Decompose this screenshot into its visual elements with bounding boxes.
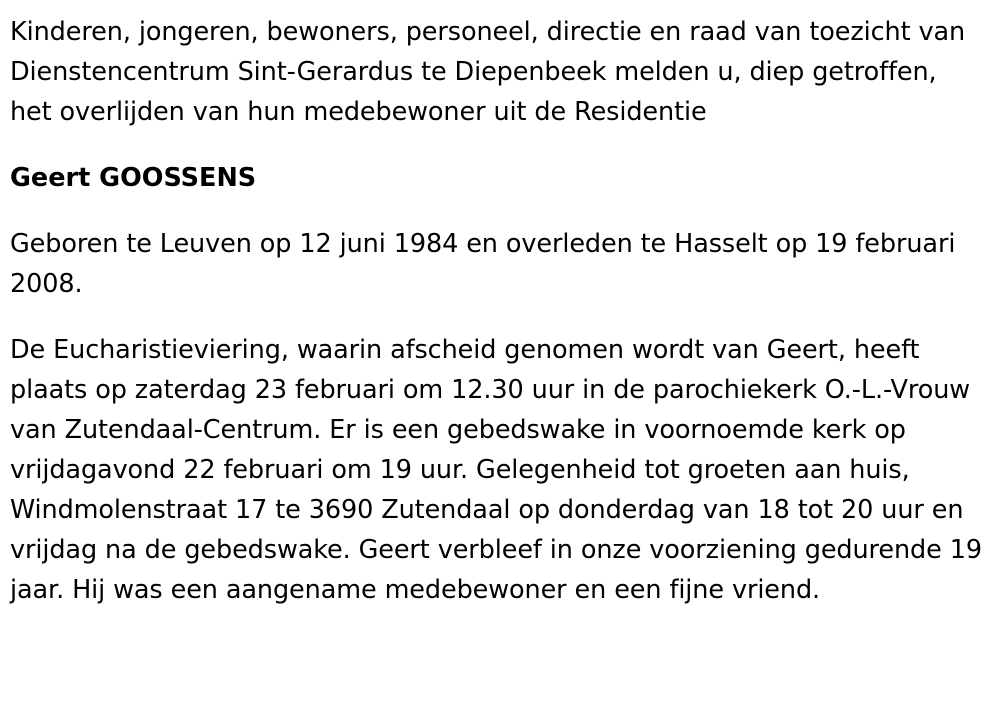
service-details-paragraph: De Eucharistieviering, waarin afscheid genomen wordt van Geert, heeft plaats op zaterdag 23 februari om 12.30 uur in de parochiekerk O.-L.-Vrouw van Zutendaal-Centrum. Er is een gebedswake in voornoemde kerk op vrijdagavond 22 februari om 19 uur. Gelegenheid tot groeten aan huis, Windmolenstraat 17 te 3690 Zutendaal op donderdag van 18 tot 20 uur en vrijdag na de gebedswake. Geert verbleef in onze voorziening gedurende 19 jaar. Hij was een aangename medebewoner en een fijne vriend.: [10, 335, 982, 605]
deceased-name: Geert GOOSSENS: [10, 163, 257, 193]
intro-paragraph: Kinderen, jongeren, bewoners, personeel, directie en raad van toezicht van Dienstencentrum Sint-Gerardus te Diepenbeek melden u, diep getroffen, het overlijden van hun medebewoner uit de Residentie: [10, 17, 966, 127]
birth-death-paragraph: Geboren te Leuven op 12 juni 1984 en overleden te Hasselt op 19 februari 2008.: [10, 229, 956, 299]
